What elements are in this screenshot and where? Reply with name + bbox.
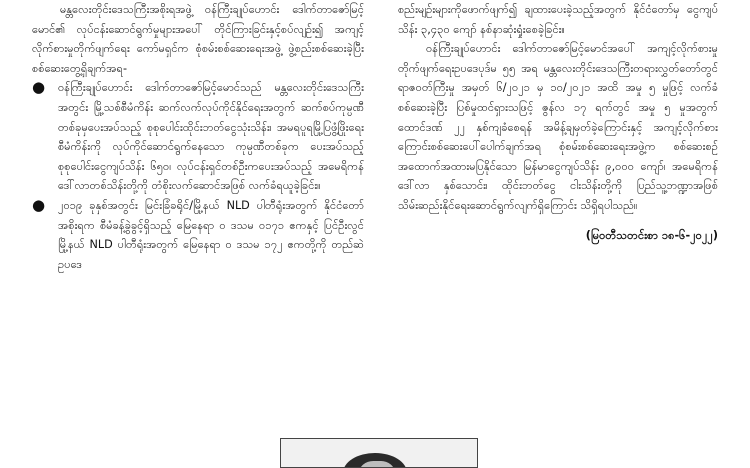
portrait-photo	[280, 438, 478, 468]
list-item	[32, 78, 364, 196]
bullet-text: ဝန်ကြီးချုပ်ဟောင်း ဒေါက်တာဇော်မြင့်မောင်သည် မန္တလေးတိုင်းဒေသကြီးအတွင်း မြို့သစ်စီမံကိန်း ဆက်လက်လုပ်ကိုင်နိုင်ရေးအတွက် ဆက်စပ်ကုမ္ပဏီတစ်ခုမှပေးအပ်သည့် စုစုပေါင်းထိုင်းဘတ်ငွေသုံးသိန်း၊ အမရပူရမြို့ပြဖွံ့ဖြိုးရေးစီမံကိန်းကို လုပ်ကိုင်ဆောင်ရွက်နေသော ကုမ္ပဏီတစ်ခုက ပေးအပ်သည့် စုစုပေါင်းငွေကျပ်သိန်း ၆၅၀၊ လုပ်ငန်းရှင်တစ်ဦးကပေးအပ်သည့် အမေရိကန်ဒေါ်လာတစ်သိန်းတို့ကို တံစိုးလက်ဆောင်အဖြစ် လက်ခံရယူခဲ့ခြင်း။	[58, 81, 364, 193]
bullet-icon: ●	[32, 78, 46, 97]
left-column	[32, 0, 364, 274]
body-paragraph: ဝန်ကြီးချုပ်ဟောင်း ဒေါက်တာဇော်မြင့်မောင်အပေါ် အကျင့်လိုက်စားမှုတိုက်ဖျက်ရေးဥပဒေပုဒ်မ ၅၅ အရ မန္တလေးတိုင်းဒေသကြီးတရားလွှတ်တော်တွင် ရာဇဝတ်ကြီးမှု အမှတ် ၆/၂၀၂၁ မှ ၁၀/၂၀၂၁ အထိ အမှု ၅ မှုဖြင့် လက်ခံစစ်ဆေးခဲ့ပြီး ပြစ်မှုထင်ရှားသဖြင့် ဇွန်လ ၁၇ ရက်တွင် အမှု ၅ မှုအတွက် ထောင်ဒဏ် ၂၂ နှစ်ကျခံစေရန် အမိန့်ချမှတ်ခဲ့ကြောင်းနှင့် အကျင့်လိုက်စားကြောင်းစစ်ဆေးပေါ်ပေါက်ချက်အရ စုံစမ်းစစ်ဆေးရေးအဖွဲ့က စစ်ဆေးစဉ် အထောက်အထားမပြနိုင်သော မြန်မာငွေကျပ်သိန်း ၉,၀၀၀ ကျော်၊ အမေရိကန်ဒေါ်လာ နှစ်သောင်း၊ ထိုင်းဘတ်ငွေ ငါးသိန်းတို့ကို ပြည်သူ့ဘဏ္ဍာအဖြစ် သိမ်းဆည်းနိုင်ရေးဆောင်ရွက်လျက်ရှိကြောင်း သိရှိရပါသည်။	[398, 42, 718, 212]
continuation-paragraph: စည်းမျဉ်းများကိုဖောက်ဖျက်၍ ချထားပေးခဲ့သည့်အတွက် နိုင်ငံတော်မှ ငွေကျပ်သိန်း ၃,၄၃၀ ကျော် နစ်နာဆုံးရှုံးစေခဲ့ခြင်း။	[398, 3, 718, 36]
list-item	[32, 196, 364, 274]
source-citation: (မြဝတီသတင်းစာ ၁၈-၆-၂၀၂၂)	[585, 228, 718, 242]
bullet-text: ၂၀၁၉ ခုနှစ်အတွင်း မြင်းခြံခရိုင်/မြို့နယ် NLD ပါတီရုံးအတွက် နိုင်ငံတော်အစိုးရက စီမံခန့်ခွဲခွင့်ရှိသည့် မြေနေရာ ၀ ဒသမ ၀၁၇၁ ဧကနှင့် ပြင်ဦးလွင်မြို့နယ် NLD ပါတီရုံးအတွက် မြေနေရာ ၀ ဒသမ ၁၇၂ ဧကတို့ကို တည်ဆဲဥပဒေ	[58, 198, 364, 271]
right-column	[398, 0, 718, 245]
intro-paragraph: မန္တလေးတိုင်းဒေသကြီးအစိုးရအဖွဲ့ ဝန်ကြီးချုပ်ဟောင်း ဒေါက်တာဇော်မြင့်မောင်၏ လုပ်ငန်းဆောင်ရွက်မှုများအပေါ် တိုင်ကြားခြင်းနှင့်စပ်လျဉ်း၍ အကျင့်လိုက်စားမှုတိုက်ဖျက်ရေး ကော်မရှင်က စုံစမ်းစစ်ဆေးရေးအဖွဲ့ ဖွဲ့စည်းစစ်ဆေးခဲ့ပြီး စစ်ဆေးတွေ့ရှိချက်အရ-	[32, 3, 364, 75]
bullet-icon: ●	[32, 195, 46, 214]
